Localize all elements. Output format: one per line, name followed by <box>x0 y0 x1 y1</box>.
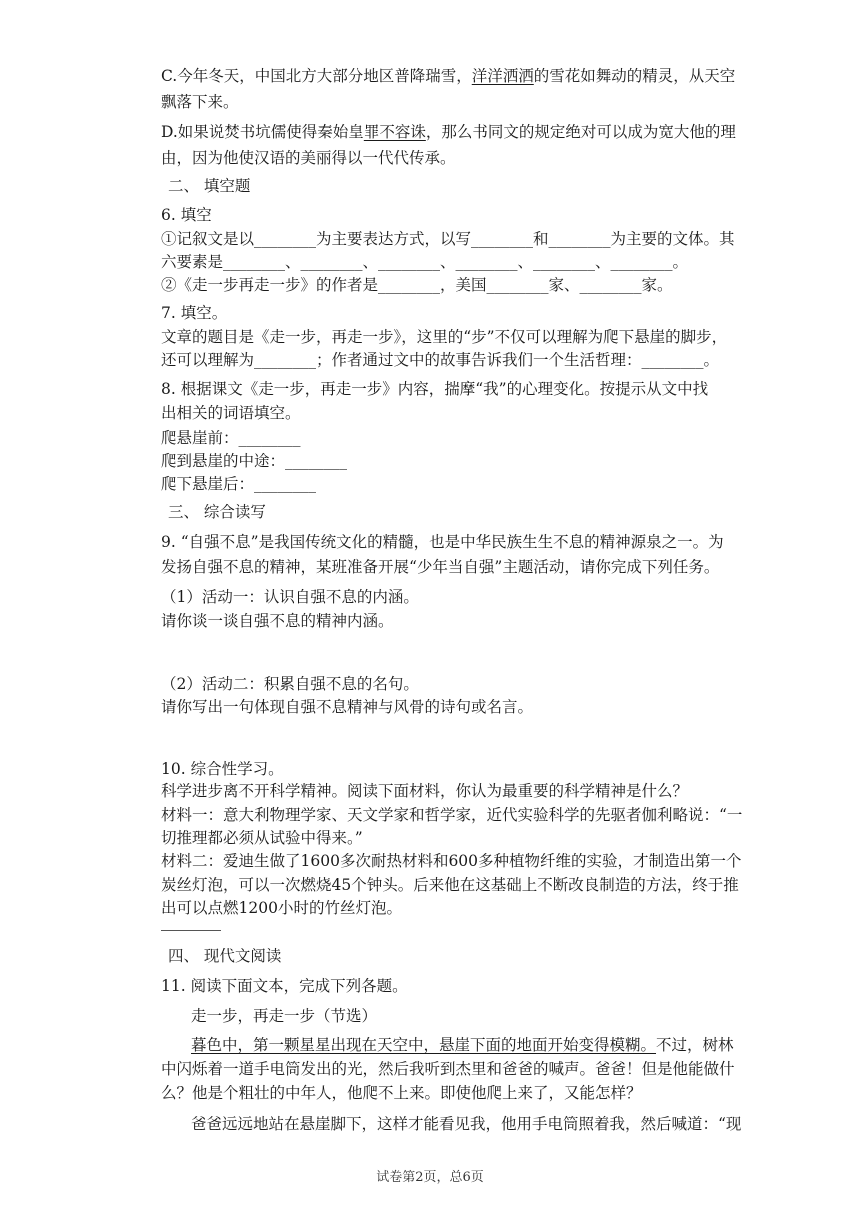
underlined-sentence: 暮色中，第一颗星星出现在天空中，悬崖下面的地面开始变得模糊。 <box>191 1036 657 1054</box>
passage-line: 中闪烁着一道手电筒发出的光，然后我听到杰里和爸爸的喊声。爸爸！但是他能做什 <box>161 1060 735 1078</box>
question-line: ②《走一步再走一步》的作者是________，美国________家、________家。 <box>161 276 673 294</box>
question-line: 材料二：爱迪生做了1600多次耐热材料和600多种植物纤维的实验，才制造出第一个 <box>161 852 742 870</box>
answer-line <box>161 930 221 931</box>
fill-item: 爬下悬崖后：________ <box>161 475 317 493</box>
task-title: （1）活动一：认识自强不息的内涵。 <box>161 588 419 606</box>
question-line: 炭丝灯泡，可以一次燃烧45个钟头。后来他在这基础上不断改良制造的方法，终于推 <box>161 876 739 894</box>
question-title: 7. 填空。 <box>161 304 228 322</box>
passage-line: 爸爸远远地站在悬崖脚下，这样才能看见我，他用手电筒照着我，然后喊道：“现 <box>191 1115 742 1133</box>
task-title: （2）活动二：积累自强不息的名句。 <box>161 675 419 693</box>
task-prompt: 请你写出一句体现自强不息精神与风骨的诗句或名言。 <box>161 698 534 716</box>
option-d-line2: 由，因为他使汉语的美丽得以一代代传承。 <box>161 149 456 167</box>
section-heading: 三、 综合读写 <box>168 503 266 521</box>
question-line: 发扬自强不息的精神，某班准备开展“少年当自强”主题活动，请你完成下列任务。 <box>161 558 720 576</box>
question-title: 6. 填空 <box>161 206 212 224</box>
underlined-phrase: 洋洋洒洒 <box>471 67 534 85</box>
section-heading: 二、 填空题 <box>168 177 251 195</box>
option-d-line1: D.如果说焚书坑儒使得秦始皇罪不容诛，那么书同文的规定绝对可以成为宽大他的理 <box>161 123 736 141</box>
passage-heading: 走一步，再走一步（节选） <box>191 1007 378 1025</box>
question-title: 10. 综合性学习。 <box>161 760 284 778</box>
question-line: 出相关的词语填空。 <box>161 404 301 422</box>
task-prompt: 请你谈一谈自强不息的精神内涵。 <box>161 612 394 630</box>
question-title: 11. 阅读下面文本，完成下列各题。 <box>161 977 408 995</box>
section-heading: 四、 现代文阅读 <box>168 947 282 965</box>
question-line: 材料一：意大利物理学家、天文学家和哲学家，近代实验科学的先驱者伽利略说：“一 <box>161 806 743 824</box>
question-line: 科学进步离不开科学精神。阅读下面材料，你认为最重要的科学精神是什么？ <box>161 782 689 800</box>
underlined-phrase: 罪不容诛 <box>363 123 426 141</box>
passage-line: 暮色中，第一颗星星出现在天空中，悬崖下面的地面开始变得模糊。不过，树林 <box>191 1036 734 1054</box>
question-line: 文章的题目是《走一步，再走一步》，这里的“步”不仅可以理解为爬下悬崖的脚步， <box>161 328 728 346</box>
option-c-line1: C.今年冬天，中国北方大部分地区普降瑞雪，洋洋洒洒的雪花如舞动的精灵，从天空 <box>161 67 736 85</box>
passage-line: 么？他是个粗壮的中年人，他爬不上来。即使他爬上来了，又能怎样？ <box>161 1084 642 1102</box>
option-c-line2: 飘落下来。 <box>161 93 239 111</box>
page-footer: 试卷第2页，总6页 <box>376 1170 484 1185</box>
fill-item: 爬悬崖前：________ <box>161 429 301 447</box>
question-line: 出可以点燃1200小时的竹丝灯泡。 <box>161 899 402 917</box>
question-line: 8. 根据课文《走一步，再走一步》内容，揣摩“我”的心理变化。按提示从文中找 <box>161 380 709 398</box>
question-line: 9. “自强不息”是我国传统文化的精髓，也是中华民族生生不息的精神源泉之一。为 <box>161 533 724 551</box>
question-line: ①记叙文是以________为主要表达方式，以写________和________为主要的文体。其 <box>161 230 735 248</box>
question-line: 切推理都必须从试验中得来。” <box>161 829 363 847</box>
question-line: 六要素是________、________、________、________、________、________。 <box>161 253 689 271</box>
question-line: 还可以理解为________；作者通过文中的故事告诉我们一个生活哲理：________。 <box>161 351 720 369</box>
fill-item: 爬到悬崖的中途：________ <box>161 452 348 470</box>
